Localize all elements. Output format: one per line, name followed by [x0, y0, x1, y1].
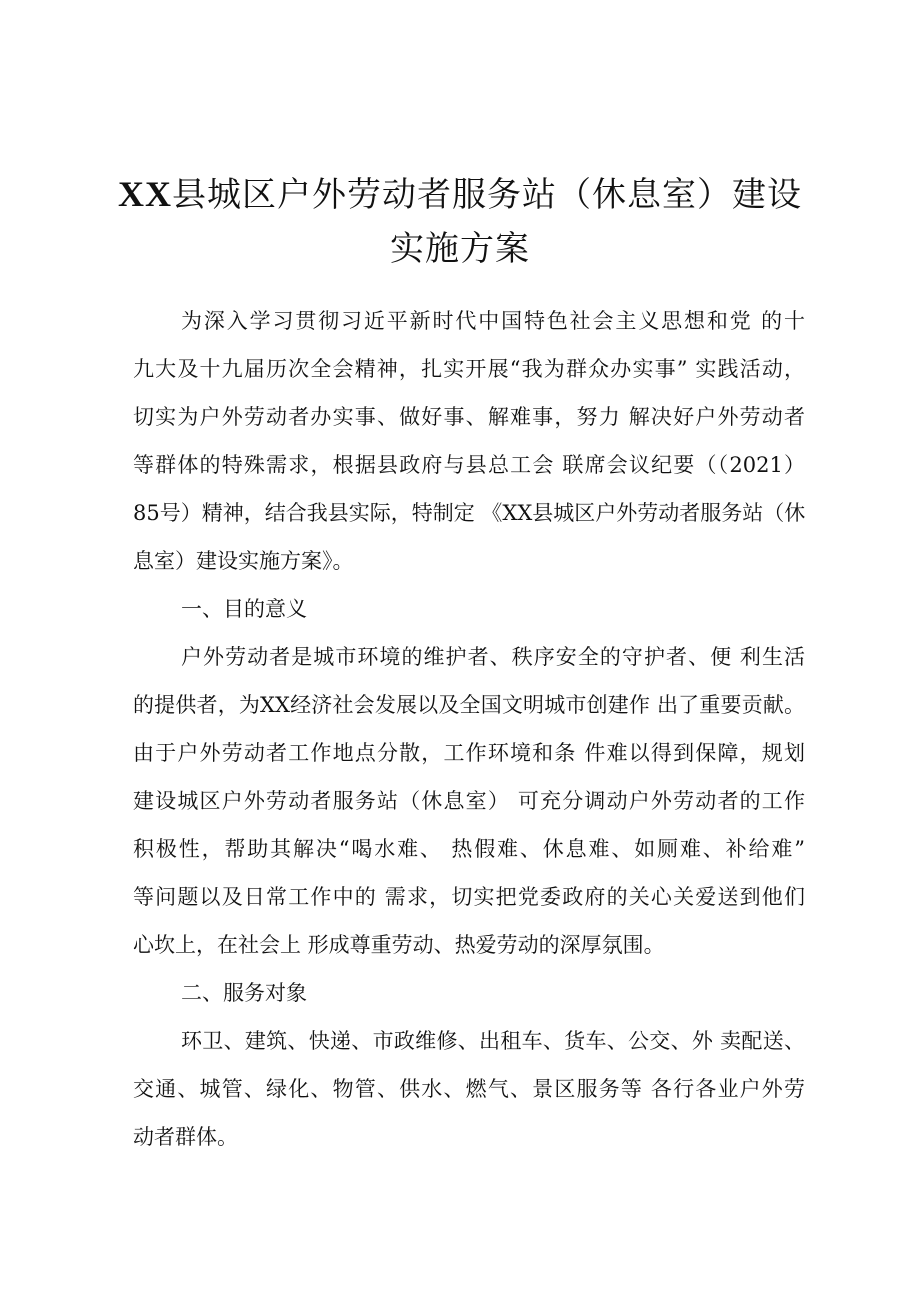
title-prefix: XX [118, 174, 172, 214]
section-heading-service-targets: 二、服务对象 [181, 981, 307, 1005]
intro-line: 切实为户外劳动者办实事、做好事、解难事，努力 解决好户外劳动者 [133, 405, 805, 429]
document-body [133, 297, 805, 1161]
section1-line: 户外劳动者是城市环境的维护者、秩序安全的守护者、便 利生活 [181, 645, 805, 669]
section1-line: 由于户外劳动者工作地点分散，工作环境和条 件难以得到保障，规划 [133, 741, 805, 765]
intro-line: 九大及十九届历次全会精神，扎实开展“我为群众办实事” 实践活动， [133, 357, 805, 381]
section1-line: 的提供者，为XX经济社会发展以及全国文明城市创建作 出了重要贡献。 [133, 693, 805, 717]
section1-line: 建设城区户外劳动者服务站（休息室） 可充分调动户外劳动者的工作 [133, 789, 805, 813]
intro-line: 息室）建设实施方案》。 [133, 549, 354, 573]
section2-line: 交通、城管、绿化、物管、供水、燃气、景区服务等 各行各业户外劳 [133, 1077, 805, 1101]
section2-line: 环卫、建筑、快递、市政维修、出租车、货车、公交、外 卖配送、 [181, 1029, 805, 1053]
intro-line: 为深入学习贯彻习近平新时代中国特色社会主义思想和党 的十 [181, 309, 805, 333]
intro-line: 85号）精神，结合我县实际，特制定 《XX县城区户外劳动者服务站（休 [133, 501, 806, 525]
document-title-line-1 [90, 174, 830, 215]
intro-line: 等群体的特殊需求，根据县政府与县总工会 联席会议纪要（（2021） [133, 453, 805, 477]
section2-line: 动者群体。 [133, 1125, 238, 1149]
title-text: 县城区户外劳动者服务站（休息室）建设 [172, 175, 802, 215]
section1-line: 心坎上，在社会上 形成尊重劳动、热爱劳动的深厚氛围。 [133, 933, 665, 957]
document-title-line-2: 实施方案 [390, 229, 530, 269]
section1-line: 等问题以及日常工作中的 需求，切实把党委政府的关心关爱送到他们 [133, 885, 805, 909]
section-heading-purpose: 一、目的意义 [181, 597, 307, 621]
section1-line: 积极性，帮助其解决“喝水难、 热假难、休息难、如厕难、补给难” [133, 837, 805, 861]
